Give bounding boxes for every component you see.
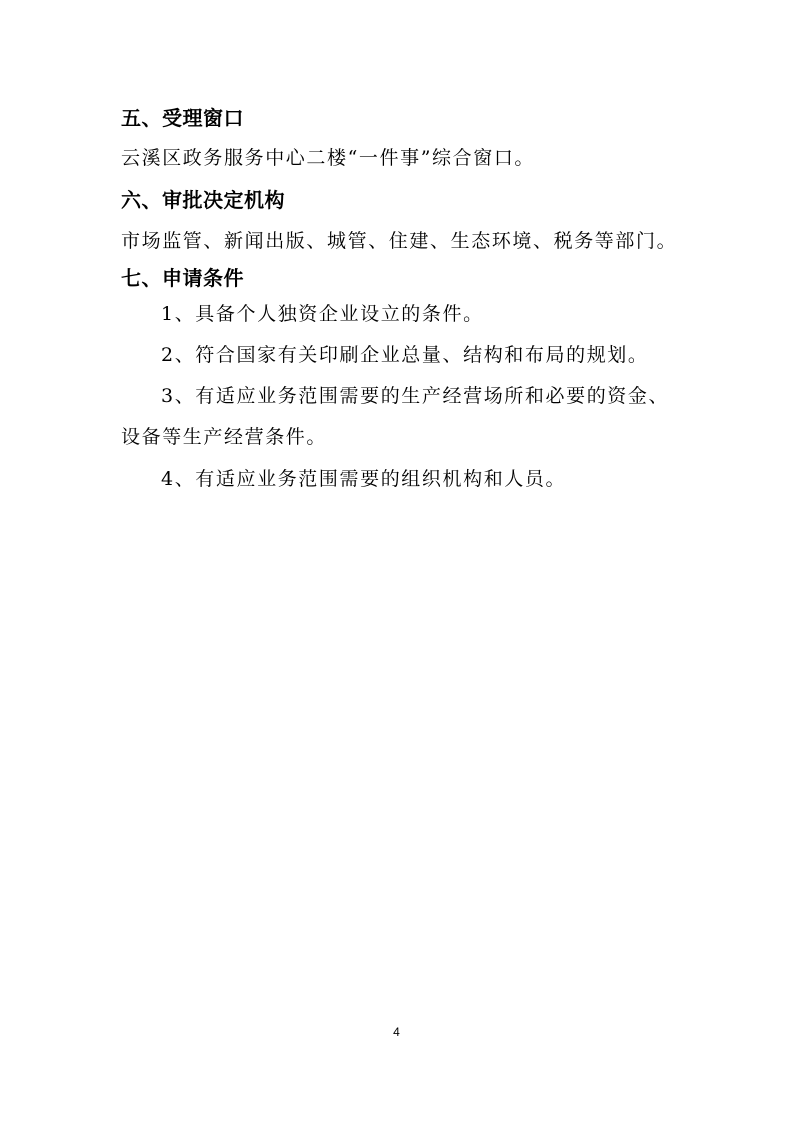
condition-item-3: 3、有适应业务范围需要的生产经营场所和必要的资金、 — [161, 385, 670, 407]
acceptance-window-text: 云溪区政务服务中心二楼“一件事”综合窗口。 — [121, 147, 536, 169]
section-heading-approval-authority: 六、审批决定机构 — [121, 188, 285, 212]
condition-item-1: 1、具备个人独资企业设立的条件。 — [161, 303, 484, 325]
section-heading-application-conditions: 七、申请条件 — [121, 266, 244, 290]
condition-item-3-continued: 设备等生产经营条件。 — [121, 426, 328, 448]
section-heading-acceptance-window: 五、受理窗口 — [121, 106, 244, 130]
page-number: 4 — [393, 1025, 400, 1039]
condition-item-4: 4、有适应业务范围需要的组织机构和人员。 — [161, 468, 567, 490]
approval-authority-text: 市场监管、新闻出版、城管、住建、生态环境、税务等部门。 — [121, 230, 678, 252]
condition-item-2: 2、符合国家有关印刷企业总量、结构和布局的规划。 — [161, 344, 649, 366]
